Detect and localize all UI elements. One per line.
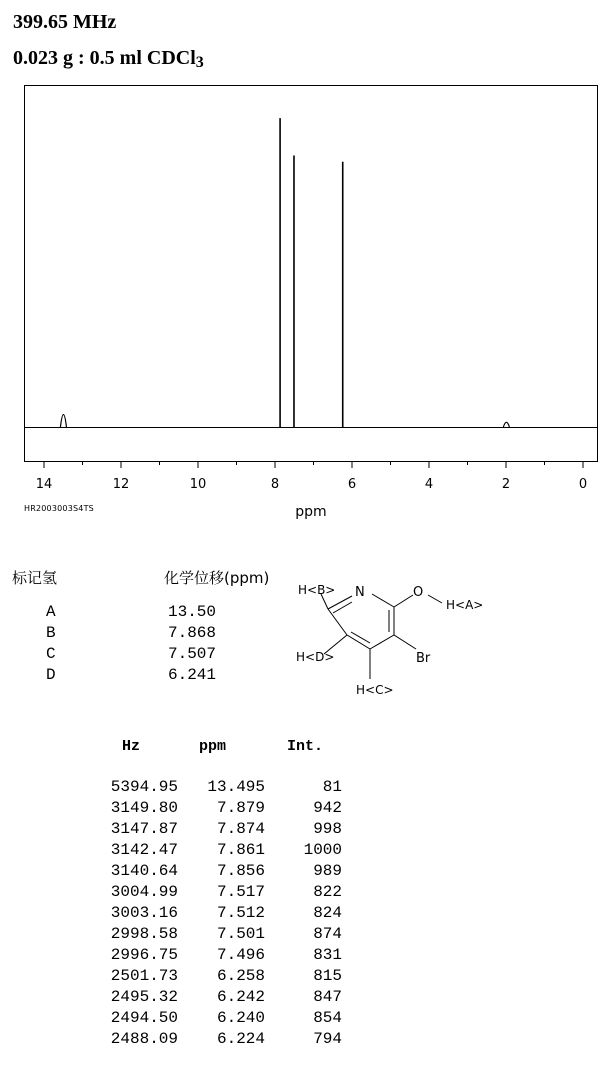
atom-label-br: Br [416, 651, 431, 666]
table-cell-int: 824 [313, 904, 342, 922]
table-cell-ppm: 7.861 [216, 841, 265, 859]
table-cell-ppm: 13.495 [207, 778, 265, 796]
table-cell-hz: 3140.64 [110, 862, 178, 880]
spectrum-code: HR2003003S4TS [24, 504, 94, 513]
assignment-shift: 7.507 [168, 645, 217, 663]
table-cell-hz: 3142.47 [110, 841, 178, 859]
table-cell-hz: 5394.95 [110, 778, 178, 796]
assignment-label: A [46, 603, 56, 621]
spectrum-peak [503, 422, 509, 427]
table-cell-ppm: 7.517 [216, 883, 265, 901]
table-cell-ppm: 7.496 [216, 946, 265, 964]
x-axis-tick-label: 4 [424, 477, 434, 492]
assignment-shift: 13.50 [168, 603, 217, 621]
structure-bonds [321, 594, 442, 679]
x-axis-ticks [44, 461, 583, 468]
table-cell-int: 847 [313, 988, 342, 1006]
table-cell-hz: 3003.16 [110, 904, 178, 922]
x-axis-tick-label: 2 [501, 477, 511, 492]
table-cell-int: 942 [313, 799, 342, 817]
table-cell-ppm: 6.258 [216, 967, 265, 985]
table-cell-int: 998 [313, 820, 342, 838]
table-cell-int: 989 [313, 862, 342, 880]
atom-label-n: N [355, 585, 365, 600]
table-cell-hz: 2495.32 [110, 988, 178, 1006]
plot-frame [25, 86, 598, 462]
assignment-header-label: 标记氢 [12, 569, 58, 587]
atom-label-o: O [413, 585, 424, 600]
x-axis-tick-label: 8 [270, 477, 280, 492]
assignment-label: C [46, 645, 56, 663]
nmr-spectrum-chart [0, 0, 615, 530]
x-axis-tick-label: 14 [35, 477, 53, 492]
sample-subscript: 3 [195, 54, 204, 71]
table-header-ppm: ppm [199, 738, 227, 755]
table-cell-ppm: 6.224 [216, 1030, 265, 1048]
table-cell-hz: 3147.87 [110, 820, 178, 838]
atom-label-hc: H<C> [356, 683, 394, 697]
table-cell-int: 831 [313, 946, 342, 964]
x-axis-tick-label: 10 [189, 477, 207, 492]
table-header-hz: Hz [122, 738, 141, 755]
table-cell-int: 822 [313, 883, 342, 901]
assignment-shift: 7.868 [168, 624, 217, 642]
peak-group [60, 118, 509, 427]
table-cell-hz: 2996.75 [110, 946, 178, 964]
table-cell-ppm: 7.856 [216, 862, 265, 880]
table-cell-ppm: 7.512 [216, 904, 265, 922]
x-axis-tick-label: 0 [578, 477, 588, 492]
table-cell-hz: 2501.73 [110, 967, 178, 985]
assignment-shift: 6.241 [168, 666, 217, 684]
table-cell-int: 815 [313, 967, 342, 985]
assignment-header-shift: 化学位移(ppm) [164, 569, 270, 587]
table-cell-int: 794 [313, 1030, 342, 1048]
x-axis-tick-label: 12 [112, 477, 130, 492]
table-cell-ppm: 7.874 [216, 820, 265, 838]
sample-main-text: 0.023 g : 0.5 ml CDCl [13, 47, 196, 69]
table-cell-int: 854 [313, 1009, 342, 1027]
table-cell-hz: 2488.09 [110, 1030, 178, 1048]
table-cell-hz: 2494.50 [110, 1009, 178, 1027]
atom-label-hb: H<B> [298, 583, 336, 597]
table-header-int: Int. [287, 738, 324, 755]
spectrometer-frequency: 399.65 MHz [13, 11, 117, 33]
x-axis-tick-label: 6 [347, 477, 357, 492]
x-axis-label: ppm [295, 504, 327, 520]
spectrum-peak [60, 415, 66, 427]
table-cell-hz: 3149.80 [110, 799, 178, 817]
table-cell-ppm: 7.501 [216, 925, 265, 943]
table-cell-ppm: 7.879 [216, 799, 265, 817]
atom-label-ha: H<A> [446, 598, 484, 612]
table-cell-hz: 2998.58 [110, 925, 178, 943]
table-cell-int: 1000 [303, 841, 342, 859]
table-cell-ppm: 6.240 [216, 1009, 265, 1027]
table-cell-int: 81 [322, 778, 342, 796]
table-cell-hz: 3004.99 [110, 883, 178, 901]
atom-label-hd: H<D> [296, 650, 335, 664]
table-cell-int: 874 [313, 925, 342, 943]
assignment-label: D [46, 666, 56, 684]
molecule-structure [290, 576, 490, 701]
assignment-label: B [46, 624, 56, 642]
table-cell-ppm: 6.242 [216, 988, 265, 1006]
x-axis-tick-labels [36, 477, 587, 492]
